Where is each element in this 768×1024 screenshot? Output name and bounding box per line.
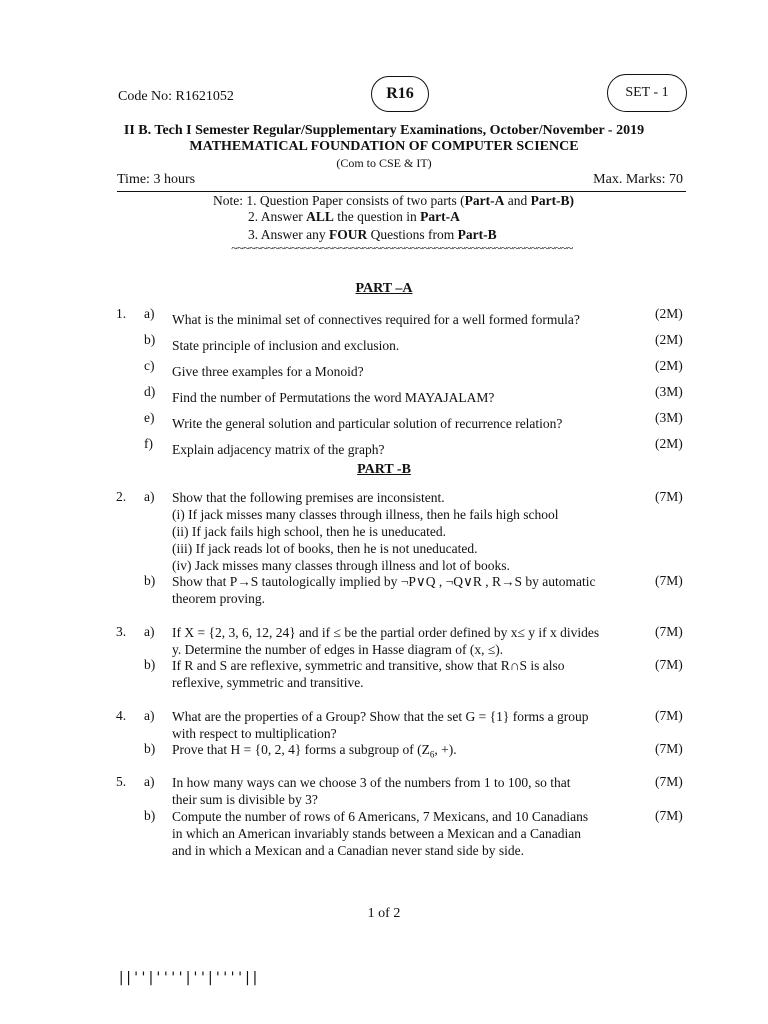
- header-divider: [117, 191, 686, 192]
- item-label: b): [144, 332, 156, 347]
- item-label: a): [144, 489, 155, 504]
- item-marks: (2M): [655, 306, 683, 321]
- question-number: 3.: [116, 624, 127, 639]
- item-label: a): [144, 306, 155, 321]
- note-3: 3. Answer any FOUR Questions from Part-B: [248, 227, 497, 242]
- question-5b-text: Compute the number of rows of 6 Americans, 7 Mexicans, and 10 Canadians in which an American invariably stands between a Mexican and a Canadian and in which a Mexican and a Canadian never stand side by side.: [172, 809, 589, 858]
- regulation-badge: R16: [371, 76, 429, 112]
- exam-title: II B. Tech I Semester Regular/Supplementary Examinations, October/November - 2019: [123, 123, 645, 138]
- item-label: a): [144, 624, 155, 639]
- item-marks: (3M): [655, 410, 683, 425]
- item-marks: (2M): [655, 358, 683, 373]
- subject-title: MATHEMATICAL FOUNDATION OF COMPUTER SCIENCE: [189, 139, 579, 154]
- question-3a-text: If X = {2, 3, 6, 12, 24} and if ≤ be the partial order defined by x≤ y if x divides y. Determine the number of edges in Hasse diagram of (x, ≤).: [172, 625, 600, 657]
- item-marks: (7M): [655, 741, 683, 756]
- item-text: State principle of inclusion and exclusion.: [172, 338, 400, 353]
- question-number: 4.: [116, 708, 127, 723]
- item-marks: (3M): [655, 384, 683, 399]
- item-marks: (2M): [655, 332, 683, 347]
- item-label: d): [144, 384, 156, 399]
- item-label: a): [144, 774, 155, 789]
- part-b-heading: PART -B: [357, 462, 411, 477]
- item-label: a): [144, 708, 155, 723]
- item-label: b): [144, 741, 156, 756]
- item-text: Find the number of Permutations the word MAYAJALAM?: [172, 390, 495, 405]
- note-1: Note: 1. Question Paper consists of two parts (Part-A and Part-B): [213, 193, 575, 208]
- question-number: 5.: [116, 774, 127, 789]
- set-badge: SET - 1: [607, 74, 687, 112]
- question-2a-text: Show that the following premises are inconsistent. (i) If jack misses many classes through illness, then he fails high school (ii) If jack fails high school, then he is uneducated. (iii) If jack reads lot of books, then he is not uneducated. (iv) Jack misses many classes through illness and lot of books.: [172, 490, 559, 573]
- question-2b-text: Show that P→S tautologically implied by ¬P∨Q , ¬Q∨R , R→S by automatic theorem proving.: [172, 574, 596, 606]
- item-marks: (7M): [655, 489, 683, 504]
- note-2: 2. Answer ALL the question in Part-A: [248, 209, 460, 224]
- item-marks: (2M): [655, 436, 683, 451]
- item-marks: (7M): [655, 774, 683, 789]
- exam-time: Time: 3 hours: [117, 172, 196, 187]
- item-marks: (7M): [655, 657, 683, 672]
- item-marks: (7M): [655, 624, 683, 639]
- tilde-separator: ~~~~~~~~~~~~~~~~~~~~~~~~~~~~~~~~~~~~~~~~~~~~~~~~~~~~~~~~~: [231, 241, 573, 255]
- question-number-1: 1.: [116, 306, 127, 321]
- item-label: b): [144, 657, 156, 672]
- item-label: f): [144, 436, 153, 451]
- part-a-heading: PART –A: [355, 281, 413, 296]
- item-marks: (7M): [655, 573, 683, 588]
- question-5a-text: In how many ways can we choose 3 of the numbers from 1 to 100, so that their sum is divisible by 3?: [172, 775, 571, 807]
- code-number: Code No: R1621052: [118, 89, 234, 104]
- item-text: Explain adjacency matrix of the graph?: [172, 442, 385, 457]
- barcode-mark: ||''|''''|''|''''||: [117, 970, 259, 986]
- item-text: Write the general solution and particular solution of recurrence relation?: [172, 416, 563, 431]
- item-text: Give three examples for a Monoid?: [172, 364, 364, 379]
- page-number: 1 of 2: [367, 906, 401, 921]
- item-text: What is the minimal set of connectives required for a well formed formula?: [172, 312, 580, 327]
- question-4a-text: What are the properties of a Group? Show that the set G = {1} forms a group with respect to multiplication?: [172, 709, 589, 741]
- max-marks: Max. Marks: 70: [593, 172, 683, 187]
- question-number: 2.: [116, 489, 127, 504]
- branches: (Com to CSE & IT): [336, 156, 432, 170]
- item-label: e): [144, 410, 155, 425]
- item-marks: (7M): [655, 708, 683, 723]
- item-marks: (7M): [655, 808, 683, 823]
- question-3b-text: If R and S are reflexive, symmetric and transitive, show that R∩S is also reflexive, symmetric and transitive.: [172, 658, 565, 690]
- item-label: b): [144, 808, 156, 823]
- question-4b-text: Prove that H = {0, 2, 4} forms a subgroup of ($Z_6$, +).: [172, 742, 457, 760]
- item-label: c): [144, 358, 155, 373]
- item-label: b): [144, 573, 156, 588]
